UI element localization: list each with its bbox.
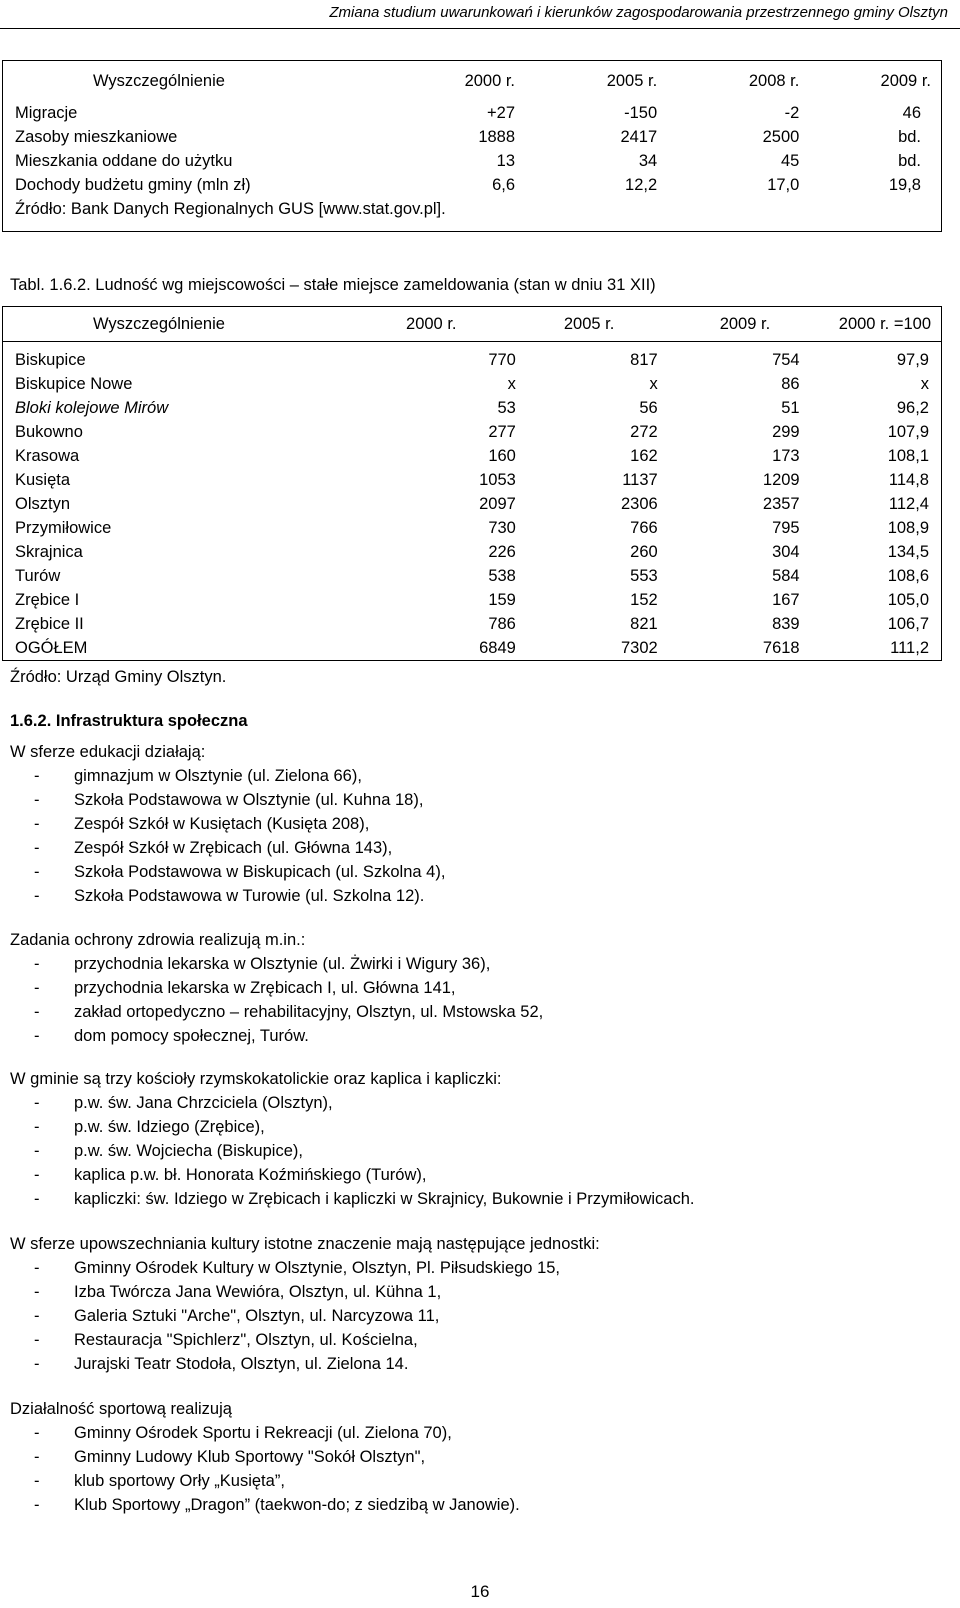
dash-bullet: - [34, 791, 40, 809]
dash-bullet: - [34, 887, 40, 905]
table-cell: 13 [496, 151, 516, 170]
table-cell: 2500 [762, 127, 800, 146]
column-header: 2005 r. [606, 71, 658, 90]
list-item-text: klub sportowy Orły „Kusięta”, [74, 1472, 285, 1490]
list-item [10, 1187, 694, 1211]
table-cell: 7618 [762, 638, 800, 657]
table-cell: Biskupice [15, 350, 86, 369]
list-item-text: Szkoła Podstawowa w Turowie (ul. Szkolna 12). [74, 887, 425, 905]
table-cell: 821 [630, 614, 658, 633]
bullet-list [10, 952, 543, 1048]
table-cell: x [507, 374, 516, 393]
list-item [10, 1304, 600, 1328]
dash-bullet: - [34, 839, 40, 857]
table-cell: Zrębice II [15, 614, 84, 633]
paragraph-lead: Zadania ochrony zdrowia realizują m.in.: [10, 931, 306, 949]
list-item [10, 764, 445, 788]
table-cell: 786 [488, 614, 516, 633]
table-row [3, 564, 942, 588]
table-header-row [3, 307, 942, 342]
column-header: 2000 r. [374, 307, 516, 342]
table-row [3, 588, 942, 612]
list-item [10, 1024, 543, 1048]
table-cell: Krasowa [15, 446, 80, 465]
table-cell: bd. [898, 151, 921, 170]
table-cell: 86 [781, 374, 800, 393]
table-cell: Biskupice Nowe [15, 374, 133, 393]
table-cell: 51 [781, 398, 800, 417]
list-item-text: Klub Sportowy „Dragon” (taekwon-do; z siedzibą w Janowie). [74, 1496, 520, 1514]
list-item-text: p.w. św. Wojciecha (Biskupice), [74, 1142, 303, 1160]
list-item [10, 1328, 600, 1352]
health-section [10, 928, 543, 1048]
list-item [10, 1115, 694, 1139]
column-header: 2009 r. [658, 307, 800, 342]
table-cell: 1053 [479, 470, 516, 489]
bullet-list [10, 1256, 600, 1376]
list-item [10, 788, 445, 812]
table-cell: 272 [630, 422, 658, 441]
dash-bullet: - [34, 1424, 40, 1442]
dash-bullet: - [34, 979, 40, 997]
list-item-text: Jurajski Teatr Stodoła, Olsztyn, ul. Zielona 14. [74, 1355, 409, 1373]
table-cell: 839 [772, 614, 800, 633]
table-cell: Bloki kolejowe Mirów [15, 398, 169, 417]
table-cell: Zrębice I [15, 590, 80, 609]
table-cell: 12,2 [625, 175, 658, 194]
column-header: Wyszczególnienie [3, 307, 375, 342]
table-cell: 167 [772, 590, 800, 609]
list-item-text: Gminny Ośrodek Sportu i Rekreacji (ul. Zielona 70), [74, 1424, 452, 1442]
paragraph-lead: W gminie są trzy kościoły rzymskokatolickie oraz kaplica i kapliczki: [10, 1070, 502, 1088]
list-item-text: Zespół Szkół w Kusiętach (Kusięta 208), [74, 815, 370, 833]
list-item-text: przychodnia lekarska w Zrębicach I, ul. Główna 141, [74, 979, 456, 997]
dash-bullet: - [34, 1003, 40, 1021]
table-cell: 304 [772, 542, 800, 561]
list-item [10, 1493, 520, 1517]
table-cell: 160 [488, 446, 516, 465]
table-cell: 1137 [622, 470, 658, 489]
table-row [3, 444, 942, 468]
table-row [3, 101, 942, 125]
column-header: 2008 r. [748, 71, 800, 90]
table-row [3, 612, 942, 636]
table-cell: 106,7 [887, 614, 929, 633]
dash-bullet: - [34, 1472, 40, 1490]
dash-bullet: - [34, 1027, 40, 1045]
list-item-text: przychodnia lekarska w Olsztynie (ul. Żwirki i Wigury 36), [74, 955, 491, 973]
list-item [10, 884, 445, 908]
table-cell: -150 [624, 103, 658, 122]
table-cell: 770 [488, 350, 516, 369]
table-cell: -2 [784, 103, 800, 122]
table-cell: 754 [772, 350, 800, 369]
table-cell: 17,0 [767, 175, 800, 194]
paragraph-lead: W sferze upowszechniania kultury istotne znaczenie mają następujące jednostki: [10, 1235, 600, 1253]
table-cell: 112,4 [888, 494, 929, 513]
dash-bullet: - [34, 1190, 40, 1208]
table-cell: 45 [780, 151, 800, 170]
list-item [10, 1091, 694, 1115]
table-cell: 584 [772, 566, 800, 585]
table-cell: 1209 [762, 470, 800, 489]
table-cell: 1888 [478, 127, 516, 146]
table-cell: 7302 [620, 638, 658, 657]
table-header-row [3, 61, 942, 102]
table-cell: Turów [15, 566, 61, 585]
table-cell: 108,9 [887, 518, 929, 537]
list-item [10, 812, 445, 836]
dash-bullet: - [34, 1496, 40, 1514]
list-item-text: Szkoła Podstawowa w Biskupicach (ul. Szkolna 4), [74, 863, 446, 881]
table-row [3, 348, 942, 372]
table-cell: 152 [630, 590, 658, 609]
table-cell: 162 [630, 446, 658, 465]
table-caption: Tabl. 1.6.2. Ludność wg miejscowości – stałe miejsce zameldowania (stan w dniu 31 XII) [10, 276, 656, 294]
column-header: 2005 r. [516, 307, 658, 342]
dash-bullet: - [34, 815, 40, 833]
dash-bullet: - [34, 1142, 40, 1160]
list-item [10, 1000, 543, 1024]
table-cell: 19,8 [888, 175, 921, 194]
list-item [10, 1421, 520, 1445]
dash-bullet: - [34, 1355, 40, 1373]
list-item [10, 860, 445, 884]
paragraph-lead: W sferze edukacji działają: [10, 743, 206, 761]
table-row [3, 516, 942, 540]
table-row [3, 540, 942, 564]
table-row [3, 125, 942, 149]
table-source-row [3, 197, 942, 221]
list-item-text: Gminny Ludowy Klub Sportowy "Sokół Olsztyn", [74, 1448, 426, 1466]
population-table [2, 306, 942, 661]
list-item [10, 1469, 520, 1493]
table-cell: Dochody budżetu gminy (mln zł) [15, 175, 251, 194]
list-item [10, 1256, 600, 1280]
table-cell: 56 [639, 398, 658, 417]
table-cell: bd. [898, 127, 921, 146]
table-cell: 107,9 [887, 422, 929, 441]
dash-bullet: - [34, 955, 40, 973]
list-item [10, 1352, 600, 1376]
table-cell: Skrajnica [15, 542, 83, 561]
bullet-list [10, 1421, 520, 1517]
list-item-text: kaplica p.w. bł. Honorata Koźmińskiego (Turów), [74, 1166, 427, 1184]
table-row [3, 420, 942, 444]
dash-bullet: - [34, 1448, 40, 1466]
list-item [10, 976, 543, 1000]
list-item-text: gimnazjum w Olsztynie (ul. Zielona 66), [74, 767, 362, 785]
dash-bullet: - [34, 1118, 40, 1136]
table-cell: 553 [630, 566, 658, 585]
table-cell: 2097 [479, 494, 516, 513]
table-cell: 2357 [762, 494, 800, 513]
table-cell: 134,5 [887, 542, 929, 561]
table-cell: +27 [487, 103, 516, 122]
table-cell: 159 [488, 590, 516, 609]
table-cell: 2417 [620, 127, 658, 146]
paragraph-lead: Działalność sportową realizują [10, 1400, 232, 1418]
table-cell: 6,6 [492, 175, 516, 194]
table-row [3, 396, 942, 420]
culture-section [10, 1232, 600, 1376]
table-cell: Kusięta [15, 470, 71, 489]
list-item-text: kapliczki: św. Idziego w Zrębicach i kapliczki w Skrajnicy, Bukownie i Przymiłowicach. [74, 1190, 695, 1208]
table-cell: Olsztyn [15, 494, 71, 513]
dash-bullet: - [34, 1166, 40, 1184]
table-cell: 299 [772, 422, 800, 441]
table-cell: 6849 [479, 638, 516, 657]
table-row [3, 492, 942, 516]
table-cell: 114,8 [888, 470, 929, 489]
table-cell: Przymiłowice [15, 518, 112, 537]
table-cell: 2306 [620, 494, 658, 513]
table-cell: 173 [772, 446, 800, 465]
table-cell: 96,2 [896, 398, 929, 417]
list-item-text: p.w. św. Jana Chrzciciela (Olsztyn), [74, 1094, 333, 1112]
dash-bullet: - [34, 1283, 40, 1301]
section-title: 1.6.2. Infrastruktura społeczna [10, 712, 248, 730]
list-item [10, 1139, 694, 1163]
list-item-text: Izba Twórcza Jana Wewióra, Olsztyn, ul. Kühna 1, [74, 1283, 442, 1301]
list-item-text: dom pomocy społecznej, Turów. [74, 1027, 309, 1045]
table-cell: Zasoby mieszkaniowe [15, 127, 178, 146]
bullet-list [10, 764, 445, 908]
table-cell: 46 [902, 103, 921, 122]
table-cell: 260 [630, 542, 658, 561]
dash-bullet: - [34, 1331, 40, 1349]
dash-bullet: - [34, 863, 40, 881]
table-source: Źródło: Urząd Gminy Olsztyn. [10, 668, 227, 686]
table-row [3, 636, 942, 661]
table-cell: 730 [488, 518, 516, 537]
table-row [3, 149, 942, 173]
dash-bullet: - [34, 1094, 40, 1112]
table-cell: 766 [630, 518, 658, 537]
column-header: Wyszczególnienie [93, 71, 225, 90]
column-header: 2000 r. [464, 71, 516, 90]
list-item [10, 1163, 694, 1187]
list-item-text: zakład ortopedyczno – rehabilitacyjny, Olsztyn, ul. Mstowska 52, [74, 1003, 544, 1021]
column-header: 2009 r. [880, 71, 931, 90]
sport-section [10, 1397, 520, 1517]
table-cell: 538 [488, 566, 516, 585]
table-cell: Bukowno [15, 422, 83, 441]
table-cell: 108,1 [887, 446, 929, 465]
running-header: Zmiana studium uwarunkowań i kierunków zagospodarowania przestrzennego gminy Olsztyn [329, 4, 948, 21]
table-cell: 277 [488, 422, 516, 441]
dash-bullet: - [34, 767, 40, 785]
table-cell: Migracje [15, 103, 78, 122]
dash-bullet: - [34, 1307, 40, 1325]
table-row [3, 468, 942, 492]
table-cell: 111,2 [890, 638, 929, 657]
list-item [10, 1445, 520, 1469]
list-item-text: p.w. św. Idziego (Zrębice), [74, 1118, 265, 1136]
table-source: Źródło: Bank Danych Regionalnych GUS [www.stat.gov.pl]. [15, 199, 446, 218]
table-cell: 817 [630, 350, 658, 369]
list-item-text: Gminny Ośrodek Kultury w Olsztynie, Olsztyn, Pl. Piłsudskiego 15, [74, 1259, 561, 1277]
list-item [10, 1280, 600, 1304]
table-row [3, 173, 942, 197]
statistics-table [2, 60, 942, 232]
list-item-text: Galeria Sztuki "Arche", Olsztyn, ul. Narcyzowa 11, [74, 1307, 440, 1325]
list-item [10, 836, 445, 860]
table-cell: x [649, 374, 658, 393]
table-cell: 226 [488, 542, 516, 561]
bullet-list [10, 1091, 694, 1211]
list-item-text: Szkoła Podstawowa w Olsztynie (ul. Kuhna 18), [74, 791, 424, 809]
table-row [3, 372, 942, 396]
list-item-text: Restauracja "Spichlerz", Olsztyn, ul. Kościelna, [74, 1331, 418, 1349]
header-rule [0, 28, 960, 29]
table-cell: Mieszkania oddane do użytku [15, 151, 233, 170]
table-cell: 108,6 [887, 566, 929, 585]
table-cell: 795 [772, 518, 800, 537]
column-header: 2000 r. =100 [800, 307, 942, 342]
education-section [10, 740, 445, 908]
table-cell: 34 [638, 151, 658, 170]
table-cell: 105,0 [887, 590, 929, 609]
list-item [10, 952, 543, 976]
table-cell: 53 [497, 398, 516, 417]
page-number: 16 [470, 1582, 490, 1601]
churches-section [10, 1067, 694, 1211]
table-cell: OGÓŁEM [15, 638, 88, 657]
table-cell: 97,9 [896, 350, 929, 369]
table-cell: x [920, 374, 929, 393]
list-item-text: Zespół Szkół w Zrębicach (ul. Główna 143), [74, 839, 393, 857]
dash-bullet: - [34, 1259, 40, 1277]
